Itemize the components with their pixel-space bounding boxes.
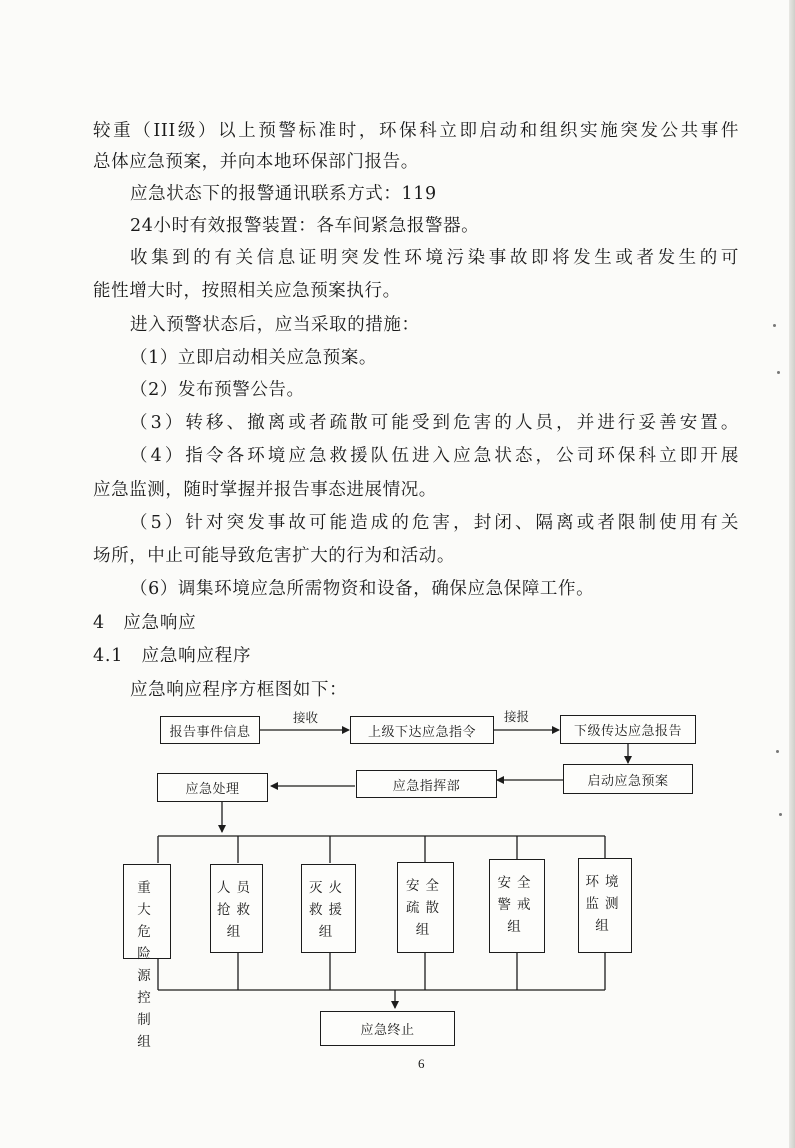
measure-4: （4）指令各环境应急救援队伍进入应急状态，公司环保科立即开展 — [130, 446, 739, 466]
group-box-monitoring: 环境监测组 — [578, 858, 632, 953]
terminate-box: 应急终止 — [320, 1011, 455, 1046]
group-box-evacuation: 安全疏散组 — [397, 862, 454, 953]
measure-2: （2）发布预警公告。 — [130, 380, 305, 400]
body-line-6: 能性增大时，按照相关应急预案执行。 — [93, 281, 401, 301]
command-center-box: 应急指挥部 — [356, 770, 497, 798]
superior-order-box: 上级下达应急指令 — [350, 716, 494, 744]
body-line-2: 总体应急预案，并向本地环保部门报告。 — [93, 152, 419, 172]
group-box-hazard-control: 重大危险源控制组 — [123, 864, 171, 959]
measure-6: （6）调集环境应急所需物资和设备，确保应急保障工作。 — [130, 579, 595, 599]
page-number: 6 — [418, 1056, 425, 1071]
section-heading-4-1: 4.1 应急响应程序 — [93, 646, 252, 666]
body-line-7: 进入预警状态后，应当采取的措施： — [130, 315, 420, 335]
measure-5: （5）针对突发事故可能造成的危害，封闭、隔离或者限制使用有关 — [130, 513, 739, 533]
scan-edge-shadow — [789, 0, 795, 1148]
measure-3: （3）转移、撤离或者疏散可能受到危害的人员，并进行妥善安置。 — [130, 413, 739, 433]
flowchart-intro: 应急响应程序方框图如下： — [130, 680, 348, 700]
group-box-security: 安全警戒组 — [489, 859, 545, 953]
body-line-5: 收集到的有关信息证明突发性环境污染事故即将发生或者发生的可 — [130, 248, 739, 268]
report-info-box: 报告事件信息 — [160, 716, 260, 744]
group-box-rescue: 人员抢救组 — [210, 864, 263, 953]
handling-box: 应急处理 — [157, 773, 268, 802]
report-received-label: 接报 — [504, 709, 530, 724]
group-box-firefighting: 灭火救援组 — [301, 864, 356, 953]
body-line-4: 24小时有效报警装置：各车间紧急报警器。 — [130, 216, 480, 236]
scan-speck — [776, 750, 779, 753]
measure-4-cont: 应急监测，随时掌握并报告事态进展情况。 — [93, 480, 437, 500]
measure-1: （1）立即启动相关应急预案。 — [130, 348, 378, 368]
body-line-1: 较重（III级）以上预警标准时，环保科立即启动和组织实施突发公共事件 — [93, 121, 739, 141]
body-line-3: 应急状态下的报警通讯联系方式：119 — [130, 184, 437, 204]
scan-speck — [773, 324, 776, 327]
measure-5-cont: 场所，中止可能导致危害扩大的行为和活动。 — [93, 546, 455, 566]
scan-speck — [777, 371, 780, 374]
subordinate-report-box: 下级传达应急报告 — [560, 715, 696, 744]
scan-speck — [779, 813, 782, 816]
start-plan-box: 启动应急预案 — [563, 764, 693, 794]
receive-label: 接收 — [293, 710, 319, 725]
section-heading-4: 4 应急响应 — [93, 613, 197, 633]
